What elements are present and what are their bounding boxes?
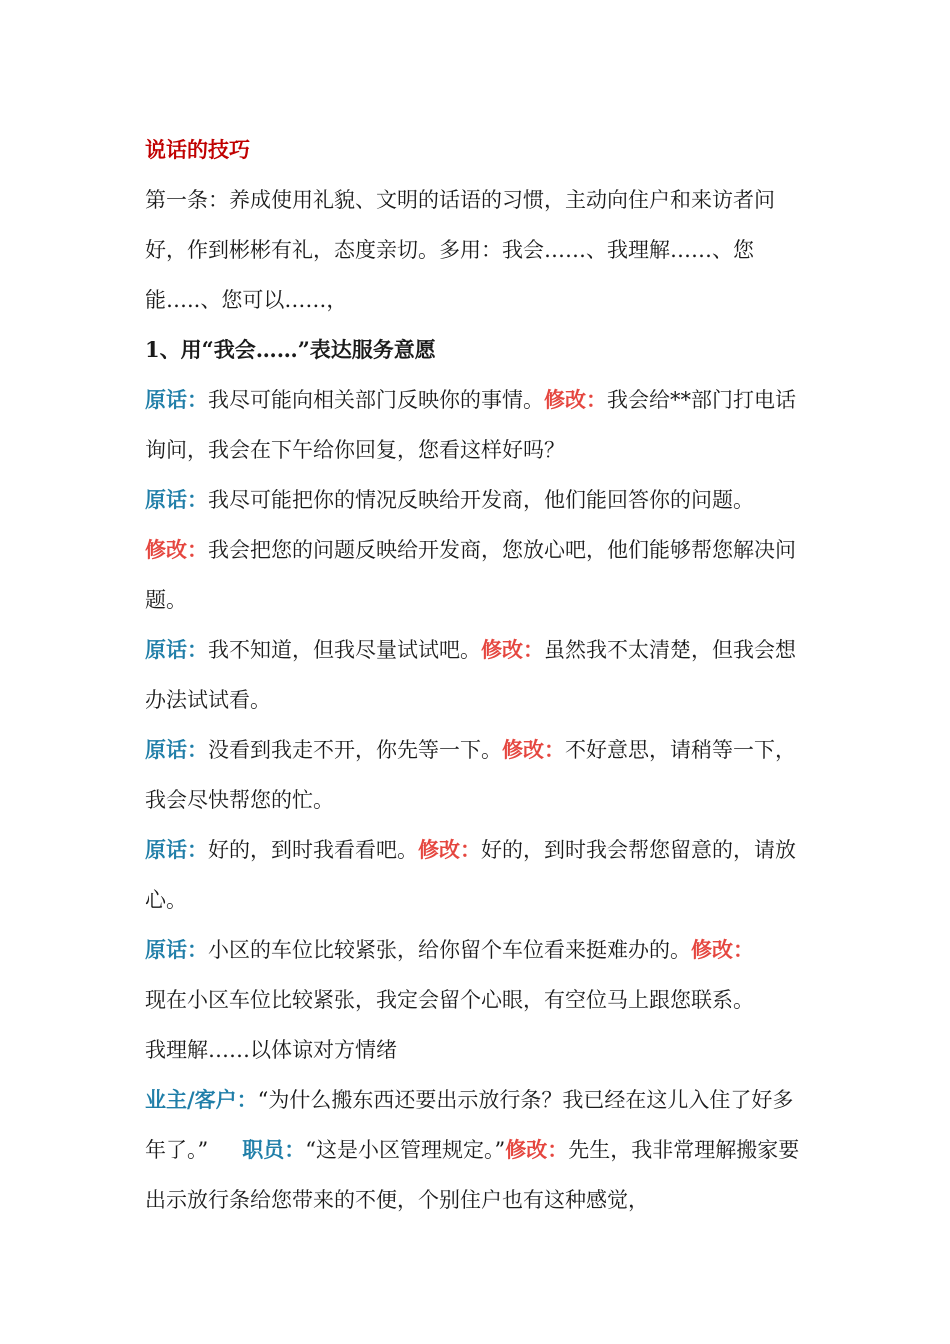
owner-label: 业主/客户： (145, 1087, 258, 1112)
example-pair-1 (145, 375, 805, 475)
modified-text: 先生，我非常理解搬家要出示放行条给您带来的不便，个别住户也有这种感觉， (145, 1138, 800, 1212)
modified-text: 不好意思，请稍等一下，我会尽快帮您的忙。 (145, 738, 796, 812)
original-text: 小区的车位比较紧张，给你留个车位看来挺难办的。 (208, 938, 691, 962)
modified-label: 修改： (418, 837, 481, 862)
modified-label: 修改： (502, 737, 565, 762)
modified-label: 修改： (505, 1137, 569, 1162)
modified-text: 好的，到时我会帮您留意的，请放心。 (145, 838, 796, 912)
example-pair-3 (145, 625, 805, 725)
original-text: 我尽可能把你的情况反映给开发商，他们能回答你的问题。 (208, 488, 754, 512)
modified-text: 我会把您的问题反映给开发商，您放心吧，他们能够帮您解决问题。 (145, 538, 796, 612)
modified-label: 修改： (481, 637, 544, 662)
example-pair-2 (145, 475, 805, 625)
example-pair-4 (145, 725, 805, 825)
original-text: 没看到我走不开，你先等一下。 (208, 738, 502, 762)
section-heading-2: 我理解……以体谅对方情绪 (145, 1038, 397, 1062)
example-pair-5 (145, 825, 805, 925)
original-label: 原话： (145, 387, 208, 412)
owner-text: “为什么搬东西还要出示放行条？我已经在这儿入住了好多年了。” (145, 1088, 794, 1162)
modified-text: 虽然我不太清楚，但我会想办法试试看。 (145, 638, 796, 712)
modified-text: 现在小区车位比较紧张，我定会留个心眼，有空位马上跟您联系。 (145, 988, 754, 1012)
original-label: 原话： (145, 937, 208, 962)
original-text: 我尽可能向相关部门反映你的事情。 (208, 388, 544, 412)
example-pair-6 (145, 925, 805, 1025)
original-label: 原话： (145, 637, 208, 662)
modified-label: 修改： (691, 937, 754, 962)
staff-label: 职员： (242, 1137, 306, 1162)
original-text: 我不知道，但我尽量试试吧。 (208, 638, 481, 662)
modified-text: 我会给**部门打电话询问，我会在下午给你回复，您看这样好吗？ (145, 388, 796, 462)
modified-label: 修改： (544, 387, 607, 412)
document-title: 说话的技巧 (145, 137, 250, 162)
intro-paragraph: 第一条：养成使用礼貌、文明的话语的习惯，主动向住户和来访者问好，作到彬彬有礼，态度亲切。多用：我会……、我理解……、您能…..、您可以……， (145, 188, 775, 312)
staff-text: “这是小区管理规定。” (305, 1138, 506, 1162)
original-label: 原话： (145, 487, 208, 512)
modified-label: 修改： (145, 537, 208, 562)
original-text: 好的，到时我看看吧。 (208, 838, 418, 862)
section-heading-1: 1、用“我会……”表达服务意愿 (145, 337, 436, 362)
original-label: 原话： (145, 837, 208, 862)
original-label: 原话： (145, 737, 208, 762)
dialogue-paragraph (145, 1075, 805, 1225)
document-page (145, 125, 805, 1225)
